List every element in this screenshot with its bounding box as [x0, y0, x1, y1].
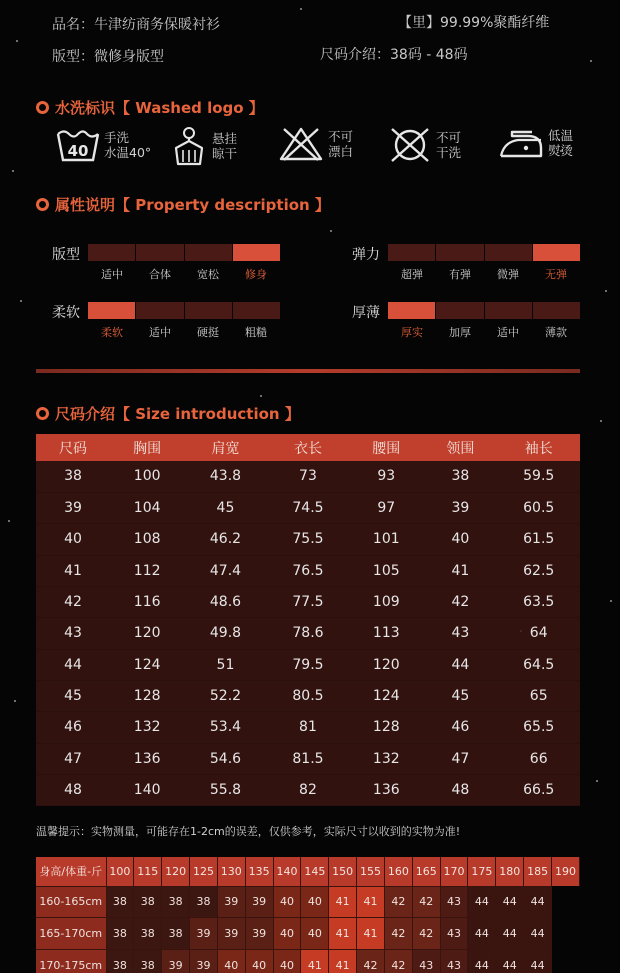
table-row [36, 918, 580, 950]
bar-segment [436, 244, 483, 261]
product-fit: 版型：微修身版型 [52, 49, 164, 65]
property-options [88, 266, 280, 282]
table-cell: 81 [267, 712, 350, 743]
table-cell: 41 [423, 555, 497, 586]
size-cell: 41 [357, 918, 385, 950]
table-cell: 120 [349, 649, 423, 680]
wash-section-title [36, 97, 264, 118]
table-cell: 120 [110, 618, 184, 649]
property-name: 厚薄 [352, 305, 380, 321]
table-row [36, 743, 580, 774]
table-cell: 62.5 [497, 555, 580, 586]
hang-dry-icon [170, 126, 208, 166]
property-name: 版型 [52, 247, 80, 263]
bar-segment [436, 302, 483, 319]
table-cell: 76.5 [267, 555, 350, 586]
table-cell: 65 [497, 680, 580, 711]
weight-header: 190 [552, 857, 580, 886]
property-options [88, 324, 280, 340]
table-cell: 112 [110, 555, 184, 586]
table-cell: 101 [349, 524, 423, 555]
bar-segment [185, 244, 232, 261]
table-row [36, 461, 580, 492]
property-thickness [352, 302, 592, 342]
weight-header: 130 [217, 857, 245, 886]
table-cell: 75.5 [267, 524, 350, 555]
table-row [36, 618, 580, 649]
weight-header: 135 [245, 857, 273, 886]
size-cell: 38 [190, 886, 218, 918]
property-options [388, 324, 580, 340]
table-cell: 45 [184, 492, 267, 523]
property-bar [88, 244, 280, 261]
size-cell: 41 [357, 886, 385, 918]
size-cell: 42 [357, 949, 385, 973]
size-cell: 38 [134, 886, 162, 918]
option-label: 硬挺 [197, 326, 219, 339]
ref-corner-header: 身高/体重-斤 [36, 857, 106, 886]
size-col-header: 肩宽 [184, 434, 267, 461]
table-cell: 47 [423, 743, 497, 774]
table-cell: 48.6 [184, 586, 267, 617]
size-cell: 38 [134, 949, 162, 973]
table-cell: 43 [423, 618, 497, 649]
wash-item-nobleach [278, 126, 353, 162]
svg-text:40: 40 [67, 142, 89, 160]
height-label: 165-170cm [36, 918, 106, 950]
size-reference-table [36, 857, 580, 973]
wash-label-5a: 低温 [548, 128, 574, 143]
table-cell: 78.6 [267, 618, 350, 649]
wash-label-2a: 悬挂 [212, 131, 238, 146]
bar-segment [388, 244, 435, 261]
table-cell: 66 [497, 743, 580, 774]
table-row [36, 586, 580, 617]
option-label: 厚实 [401, 326, 423, 339]
size-cell: 39 [245, 886, 273, 918]
wash-title-text: 水洗标识【 Washed logo 】 [55, 99, 264, 117]
bullet-ring-icon [36, 101, 49, 114]
section-divider [36, 369, 580, 373]
table-cell: 46 [423, 712, 497, 743]
bullet-ring-icon [36, 198, 49, 211]
size-cell: 38 [106, 918, 134, 950]
table-cell: 40 [423, 524, 497, 555]
table-cell: 44 [36, 649, 110, 680]
size-cell: 40 [245, 949, 273, 973]
size-cell: 44 [468, 886, 496, 918]
table-cell: 49.8 [184, 618, 267, 649]
weight-header: 170 [440, 857, 468, 886]
wash-label-1b: 水温40° [104, 145, 152, 160]
size-cell: 40 [301, 886, 329, 918]
size-cell: 40 [273, 886, 301, 918]
bar-segment [233, 302, 280, 319]
table-cell: 64.5 [497, 649, 580, 680]
size-cell: 40 [301, 918, 329, 950]
table-cell: 42 [36, 586, 110, 617]
size-cell: 41 [301, 949, 329, 973]
size-cell: 41 [329, 918, 357, 950]
bar-segment [233, 244, 280, 261]
size-cell: 44 [524, 886, 552, 918]
size-cell: 42 [412, 886, 440, 918]
table-row [36, 649, 580, 680]
property-name: 弹力 [352, 247, 380, 263]
table-cell: 97 [349, 492, 423, 523]
table-cell: 104 [110, 492, 184, 523]
table-cell: 81.5 [267, 743, 350, 774]
size-cell: 44 [468, 949, 496, 973]
table-cell: 79.5 [267, 649, 350, 680]
table-row [36, 492, 580, 523]
size-cell: 42 [412, 918, 440, 950]
table-cell: 46 [36, 712, 110, 743]
size-cell: 40 [273, 949, 301, 973]
option-label: 修身 [245, 268, 267, 281]
size-cell: 39 [190, 949, 218, 973]
option-label: 无弹 [545, 268, 567, 281]
size-col-header: 尺码 [36, 434, 110, 461]
table-cell: 74.5 [267, 492, 350, 523]
table-cell: 59.5 [497, 461, 580, 492]
weight-header: 175 [468, 857, 496, 886]
wash-label-3b: 漂白 [328, 144, 354, 159]
bar-segment [136, 244, 183, 261]
wash-label-5b: 熨烫 [548, 143, 574, 158]
option-label: 粗糙 [245, 326, 267, 339]
size-cell: 38 [134, 918, 162, 950]
weight-header: 150 [329, 857, 357, 886]
option-label: 宽松 [197, 268, 219, 281]
weight-header: 140 [273, 857, 301, 886]
bar-segment [88, 244, 135, 261]
property-options [388, 266, 580, 282]
size-col-header: 腰围 [349, 434, 423, 461]
size-cell: 43 [440, 918, 468, 950]
table-cell: 45 [423, 680, 497, 711]
property-bar [388, 302, 580, 319]
size-table [36, 434, 580, 806]
size-col-header: 衣长 [267, 434, 350, 461]
table-cell: 65.5 [497, 712, 580, 743]
size-cell: 42 [384, 918, 412, 950]
size-cell: 42 [384, 886, 412, 918]
table-cell: 44 [423, 649, 497, 680]
size-cell: 44 [524, 918, 552, 950]
size-cell: 43 [440, 949, 468, 973]
table-cell: 105 [349, 555, 423, 586]
table-row [36, 555, 580, 586]
size-section-title [36, 403, 300, 424]
height-label: 170-175cm [36, 949, 106, 973]
table-row [36, 680, 580, 711]
table-cell: 41 [36, 555, 110, 586]
measurement-tip: 温馨提示：实物测量，可能存在1-2cm的误差，仅供参考，实际尺寸以收到的实物为准! [36, 825, 461, 838]
table-row [36, 949, 580, 973]
size-col-header: 袖长 [497, 434, 580, 461]
option-label: 柔软 [101, 326, 123, 339]
table-cell: 60.5 [497, 492, 580, 523]
table-cell: 128 [110, 680, 184, 711]
property-bar [388, 244, 580, 261]
option-label: 超弹 [401, 268, 423, 281]
wash-label-1a: 手洗 [104, 130, 130, 145]
property-bar [88, 302, 280, 319]
table-cell: 38 [36, 461, 110, 492]
table-cell: 39 [36, 492, 110, 523]
table-cell: 80.5 [267, 680, 350, 711]
table-cell: 43 [36, 618, 110, 649]
table-cell: 48 [36, 774, 110, 805]
size-cell: 38 [162, 886, 190, 918]
size-cell: 39 [190, 918, 218, 950]
size-cell: 39 [217, 918, 245, 950]
property-elasticity [352, 244, 592, 284]
bar-segment [485, 244, 532, 261]
table-cell: 93 [349, 461, 423, 492]
wash-item-lowiron [498, 126, 573, 160]
bar-segment [533, 302, 580, 319]
size-cell: 40 [273, 918, 301, 950]
table-cell: 48 [423, 774, 497, 805]
wash-item-hang [170, 126, 237, 166]
size-cell: 44 [496, 949, 524, 973]
size-cell: 43 [412, 949, 440, 973]
weight-header: 115 [134, 857, 162, 886]
table-cell: 66.5 [497, 774, 580, 805]
option-label: 薄款 [545, 326, 567, 339]
size-cell: 43 [440, 886, 468, 918]
size-cell: 38 [106, 949, 134, 973]
table-cell: 47 [36, 743, 110, 774]
property-softness [52, 302, 292, 342]
table-cell: 43.8 [184, 461, 267, 492]
table-cell: 55.8 [184, 774, 267, 805]
option-label: 有弹 [449, 268, 471, 281]
table-cell: 82 [267, 774, 350, 805]
size-cell: 41 [329, 949, 357, 973]
option-label: 适中 [497, 326, 519, 339]
wash-item-nodryclean [388, 126, 461, 164]
weight-header: 165 [412, 857, 440, 886]
size-range: 尺码介绍：38码 - 48码 [320, 47, 468, 63]
wash-label-2b: 晾干 [212, 146, 238, 161]
product-name: 品名：牛津纺商务保暖衬衫 [52, 17, 220, 33]
table-cell: 109 [349, 586, 423, 617]
table-row [36, 712, 580, 743]
weight-header: 155 [357, 857, 385, 886]
size-cell: 44 [468, 918, 496, 950]
weight-header: 145 [301, 857, 329, 886]
size-cell: 39 [217, 886, 245, 918]
table-cell: 140 [110, 774, 184, 805]
table-cell: 136 [110, 743, 184, 774]
size-cell: 44 [496, 886, 524, 918]
wash-label-4b: 干洗 [436, 145, 462, 160]
table-cell: 124 [349, 680, 423, 711]
table-cell: 64 [497, 618, 580, 649]
weight-header: 125 [190, 857, 218, 886]
table-cell: 63.5 [497, 586, 580, 617]
size-cell: 38 [106, 886, 134, 918]
option-label: 微弹 [497, 268, 519, 281]
table-cell: 132 [349, 743, 423, 774]
property-section-title [36, 194, 330, 215]
option-label: 适中 [101, 268, 123, 281]
table-row [36, 774, 580, 805]
size-cell: 41 [329, 886, 357, 918]
weight-header: 100 [106, 857, 134, 886]
table-cell: 42 [423, 586, 497, 617]
bar-segment [533, 244, 580, 261]
weight-header: 180 [496, 857, 524, 886]
table-cell: 73 [267, 461, 350, 492]
option-label: 合体 [149, 268, 171, 281]
size-col-header: 领围 [423, 434, 497, 461]
no-dryclean-icon [388, 126, 432, 164]
bar-segment [185, 302, 232, 319]
table-cell: 47.4 [184, 555, 267, 586]
wash-label-3a: 不可 [328, 129, 354, 144]
table-cell: 136 [349, 774, 423, 805]
property-name: 柔软 [52, 305, 80, 321]
no-bleach-icon [278, 126, 324, 162]
wash-40-icon [56, 126, 100, 164]
table-cell: 54.6 [184, 743, 267, 774]
wash-item-handwash [56, 126, 151, 164]
table-cell: 45 [36, 680, 110, 711]
table-cell: 100 [110, 461, 184, 492]
table-cell: 51 [184, 649, 267, 680]
size-col-header: 胸围 [110, 434, 184, 461]
size-cell: 40 [217, 949, 245, 973]
table-cell: 61.5 [497, 524, 580, 555]
bar-segment [136, 302, 183, 319]
table-cell: 124 [110, 649, 184, 680]
bullet-ring-icon [36, 407, 49, 420]
size-cell: 42 [384, 949, 412, 973]
table-cell: 77.5 [267, 586, 350, 617]
low-iron-icon [498, 126, 544, 160]
table-cell: 46.2 [184, 524, 267, 555]
wash-label-4a: 不可 [436, 130, 462, 145]
property-fit [52, 244, 292, 284]
size-cell: 39 [245, 918, 273, 950]
table-cell: 116 [110, 586, 184, 617]
size-title-text: 尺码介绍【 Size introduction 】 [55, 405, 300, 423]
table-cell: 52.2 [184, 680, 267, 711]
weight-header: 120 [162, 857, 190, 886]
table-cell: 53.4 [184, 712, 267, 743]
bar-segment [88, 302, 135, 319]
product-lining: 【里】99.99%聚酯纤维 [398, 15, 550, 31]
table-cell: 132 [110, 712, 184, 743]
weight-header: 185 [524, 857, 552, 886]
table-cell: 108 [110, 524, 184, 555]
bar-segment [388, 302, 435, 319]
property-title-text: 属性说明【 Property description 】 [55, 196, 330, 214]
table-cell: 39 [423, 492, 497, 523]
option-label: 适中 [149, 326, 171, 339]
bar-segment [485, 302, 532, 319]
size-cell: 44 [496, 918, 524, 950]
table-row [36, 886, 580, 918]
option-label: 加厚 [449, 326, 471, 339]
table-cell: 128 [349, 712, 423, 743]
size-cell: 38 [162, 918, 190, 950]
size-cell: 39 [162, 949, 190, 973]
table-cell: 113 [349, 618, 423, 649]
weight-header: 160 [384, 857, 412, 886]
table-cell: 38 [423, 461, 497, 492]
size-cell: 44 [524, 949, 552, 973]
table-cell: 40 [36, 524, 110, 555]
height-label: 160-165cm [36, 886, 106, 918]
table-row [36, 524, 580, 555]
